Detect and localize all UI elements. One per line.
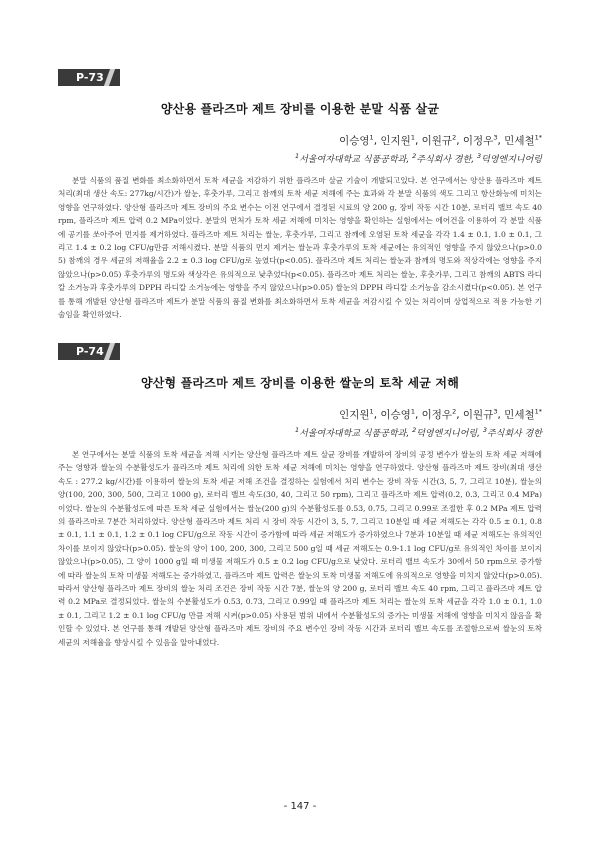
author-sup: 1*	[534, 133, 542, 142]
affiliation-sup: 3	[477, 152, 482, 160]
author-sup: 3	[493, 133, 498, 142]
author-name: 민세철	[504, 409, 535, 421]
author-sup: 1	[369, 133, 374, 142]
author-sup: 1	[369, 407, 374, 416]
author-sup: 1*	[534, 407, 542, 416]
affiliation: 서울여자대학교 식품공학과	[299, 429, 407, 439]
abstract-p73	[58, 66, 542, 329]
abstract-code: P-74	[76, 345, 104, 358]
abstract-body: 본 연구에서는 분말 식품의 토착 세균을 저해 시키는 양산형 플라즈마 제트 살균 장비를 개발하여 장비의 공정 변수가 쌀눈의 토착 세균 저해에 주는 영향과 쌀눈의 수분활성도가 플라즈마 제트 처리에 의한 토착 세균 저해에 미치는 영향을 연구하였다. 양산형 플라즈마 제트 장비(최대 생산 속도 : 277.2 kg/시간)를 이용하여 쌀눈의 토착 세균 저해 조건을 결정하는 실험에서 처리 변수는 장비 작동 시간(3, 5, 7, 그리고 10분), 쌀눈의 양(100, 200, 300, 500, 그리고 1000 g), 로터리 밸브 속도(30, 40, 그리고 50 rpm), 그리고 플라즈마 제트 압력(0.2, 0.3, 그리고 0.4 MPa)이었다. 쌀눈의 수분활성도에 따른 토착 세균 실험에서는 쌀눈(200 g)의 수분활성도를 0.53, 0.75, 그리고 0.99로 조절한 후 0.2 MPa 제트 압력의 플라즈마로 7분간 처리하였다. 양산형 플라즈마 제트 처리 시 장비 작동 시간이 3, 5, 7, 그리고 10분일 때 세균 저해도는 각각 0.5 ± 0.1, 0.8 ± 0.1, 1.1 ± 0.1, 1.2 ± 0.1 log CFU/g으로 작동 시간이 증가함에 따라 세균 저해도가 증가하였으나 7분과 10분일 때 세균 저해도는 유의적인 차이를 보이지 않았다(p>0.05). 쌀눈의 양이 100, 200, 300, 그리고 500 g일 때 세균 저해도는 0.9-1.1 log CFU/g로 유의적인 차이를 보이지 않았으나(p>0.05), 그 양이 1000 g일 때 미생물 저해도가 0.5 ± 0.2 log CFU/g으로 낮았다. 로터리 밸브 속도가 30에서 50 rpm으로 증가함에 따라 쌀눈의 토착 미생물 저해도는 증가하였고, 플라즈마 제트 압력은 쌀눈의 토착 미생물 저해도에 유의적으로 영향을 미치지 않았다(p>0.05). 따라서 양산형 플라즈마 제트 장비의 쌀눈 처리 조건은 장비 작동 시간 7분, 쌀눈의 양 200 g, 로터리 밸브 속도 40 rpm, 그리고 플라즈마 제트 압력 0.2 MPa로 결정되었다. 쌀눈의 수분활성도가 0.53, 0.73, 그리고 0.99일 때 플라즈마 제트 처리는 쌀눈의 토착 세균을 각각 1.0 ± 0.1, 1.0 ± 0.1, 그리고 1.2 ± 0.1 log CFU/g 만큼 저해 시켜(p>0.05) 사용된 범위 내에서 수분활성도의 증가는 미생물 저해에 영향을 미치지 않음을 확인할 수 있었다. 본 연구를 통해 개발된 양산형 플라즈마 제트 장비의 주요 변수인 장비 작동 시간과 로터리 밸브 속도를 조절함으로써 쌀눈의 토착 세균의 저해율을 향상시킬 수 있음을 알아내었다.	[58, 450, 542, 647]
abstract-code-badge	[58, 69, 120, 86]
author-sup: 1	[410, 407, 415, 416]
author-list: 이승영$^1$, 인지원$^1$, 이원규$^2$, 이정우$^3$, 민세철$^{1*}$	[339, 133, 542, 147]
author-name: 이원규	[421, 135, 453, 147]
affiliation: 주식회사 경한	[486, 429, 542, 439]
author-name: 인지원	[339, 409, 370, 421]
affiliation: 서울여자대학교 식품공학과	[299, 155, 407, 165]
author-sup: 2	[452, 133, 457, 142]
affiliation-sup: 1	[295, 152, 300, 160]
author-name: 이승영	[380, 409, 411, 421]
author-sup: 1	[410, 133, 415, 142]
abstract-p74	[58, 340, 542, 657]
affiliation-sup: 1	[295, 426, 300, 434]
author-sup: 3	[493, 407, 498, 416]
page-number: - 147 -	[283, 801, 317, 812]
affiliation-sup: 3	[482, 426, 487, 434]
affiliation: 덕영엔지니어링	[481, 155, 542, 165]
affiliation-list: $^1$서울여자대학교 식품공학과, $^2$주식회사 경한, $^3$덕영엔지니어링	[295, 152, 542, 165]
author-name: 이승영	[339, 135, 370, 147]
abstract-title: 양산용 플라즈마 제트 장비를 이용한 분말 식품 살균	[160, 102, 440, 116]
badge-stripe	[104, 343, 115, 360]
author-name: 인지원	[380, 135, 411, 147]
affiliation-sup: 2	[412, 426, 417, 434]
abstract-title: 양산형 플라즈마 제트 장비를 이용한 쌀눈의 토착 세균 저해	[140, 376, 460, 390]
badge-stripe	[104, 69, 115, 86]
author-name: 이정우	[421, 409, 453, 421]
author-name: 이정우	[462, 135, 494, 147]
affiliation: 주식회사 경한	[416, 155, 472, 165]
author-sup: 2	[452, 407, 457, 416]
author-name: 민세철	[504, 135, 535, 147]
author-name: 이원규	[462, 409, 494, 421]
abstract-code: P-73	[76, 71, 104, 84]
abstract-body: 분말 식품의 품질 변화를 최소화하면서 토착 세균을 저감하기 위한 플라즈마 살균 기술이 개발되고있다. 본 연구에서는 양산용 플라즈마 제트 처리(최대 생산 속도: 277kg/시간)가 쌀눈, 후춧가루, 그리고 참깨의 토착 세균 저해에 주는 효과와 각 분말 식품의 색도 그리고 항산화능에 미치는 영향을 연구하였다. 양산형 플라즈마 제트 장비의 주요 변수는 이전 연구에서 결정된 시료의 양 200 g, 장비 작동 시간 10분, 로터리 밸브 속도 40 rpm, 플라즈마 제트 압력 0.2 MPa이었다. 분말의 면처가 토착 세균 저해에 미치는 영향을 확인하는 실험에서는 에어건을 이용하여 각 분말 식품에 공기를 쏘아주어 먼지를 제거하였다. 플라즈마 제트 처리는 쌀눈, 후춧가루, 그리고 참깨에 오염된 토착 세균을 각각 1.4 ± 0.1, 1.0 ± 0.1, 그리고 1.4 ± 0.2 log CFU/g만큼 저해시켰다. 분말 식품의 먼지 제거는 쌀눈과 후춧가루의 토착 세균에는 유의적인 영향을 주지 않았으나(p>0.05) 참깨의 경우 세균의 저해율을 2.2 ± 0.3 log CFU/g로 높였다(p<0.05). 플라즈마 제트 처리는 쌀눈과 참깨의 명도와 적상각에는 영향을 주지 않았으나(p>0.05) 후춧가루의 명도와 색상각은 유의적으로 낮추었다(p<0.05). 플라즈마 제트 처리는 쌀눈, 후춧가루, 그리고 참깨의 ABTS 라디칼 소거능과 후춧가루의 DPPH 라디칼 소거능에는 영향을 주지 않았으나(p>0.05) 쌀눈의 DPPH 라디칼 소거능을 감소시켰다(p<0.05). 본 연구를 통해 개발된 양산형 플라즈마 제트가 분말 식품의 품질 변화를 최소화하면서 토착 세균을 저감시킬 수 있는 처리이며 상업적으로 적용 가능한 기술임을 확인하였다.	[58, 176, 542, 320]
author-list: 인지원$^1$, 이승영$^1$, 이정우$^2$, 이원규$^3$, 민세철$^{1*}$	[339, 407, 542, 421]
affiliation-list: $^1$서울여자대학교 식품공학과, $^2$덕영엔지니어링, $^3$주식회사 경한	[295, 426, 542, 439]
affiliation: 덕영엔지니어링	[416, 429, 478, 439]
abstract-code-badge	[58, 343, 120, 360]
affiliation-sup: 2	[412, 152, 417, 160]
